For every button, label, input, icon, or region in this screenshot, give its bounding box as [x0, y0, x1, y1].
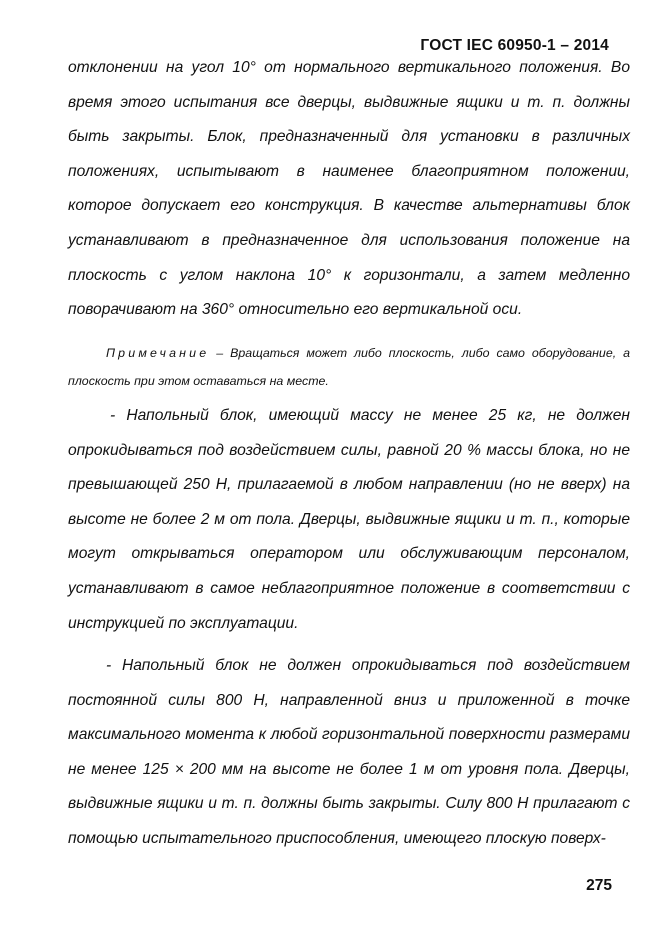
paragraph-floor-unit-force [68, 399, 630, 641]
paragraph-indent [68, 407, 110, 424]
page-header-standard: ГОСТ IEC 60950-1 – 2014 [420, 37, 609, 54]
note-indent [68, 346, 106, 360]
paragraph-floor-unit-downward-force [68, 649, 630, 857]
paragraph-stability-rotation [68, 51, 630, 328]
paragraph-text: отклонении на угол 10° от нормального вертикального положения. Во время этого испытания все дверцы, выдвижные ящики и т. п. должны быть закрыты. Блок, предназначенный для установки в различных положениях, испытывают в наименее благоприятном положении, которое допускает его конструкция. В качестве альтернативы блок устанавливают в предназначенное для использования положение на плоскость с углом наклона 10° к горизонтали, а затем медленно поворачивают на 360° относительно его вертикальной оси. [68, 59, 630, 319]
note-label: Примечание [106, 346, 210, 360]
note-text: – Вращаться может либо плоскость, либо само оборудование, а плоскость при этом оставаться на месте. [68, 346, 630, 388]
paragraph-indent [68, 657, 106, 674]
paragraph-text: - Напольный блок, имеющий массу не менее 25 кг, не должен опрокидываться под воздействием силы, равной 20 % массы блока, но не превышающей 250 Н, прилагаемой в любом направлении (но не вверх) на высоте не более 2 м от пола. Дверцы, выдвижные ящики и т. п., которые могут открываться оператором или обслуживающим персоналом, устанавливают в самое неблагоприятное положение в соответствии с инструкцией по эксплуатации. [68, 407, 630, 632]
note-block [68, 339, 630, 395]
page-number: 275 [586, 877, 612, 894]
paragraph-text: - Напольный блок не должен опрокидываться под воздействием постоянной силы 800 Н, направленной вниз и приложенной в точке максимального момента к любой горизонтальной поверхности размерами не менее 125 × 200 мм на высоте не более 1 м от уровня пола. Дверцы, выдвижные ящики и т. п. должны быть закрыты. Силу 800 Н прилагают с помощью испытательного приспособления, имеющего плоскую поверх- [68, 657, 630, 847]
